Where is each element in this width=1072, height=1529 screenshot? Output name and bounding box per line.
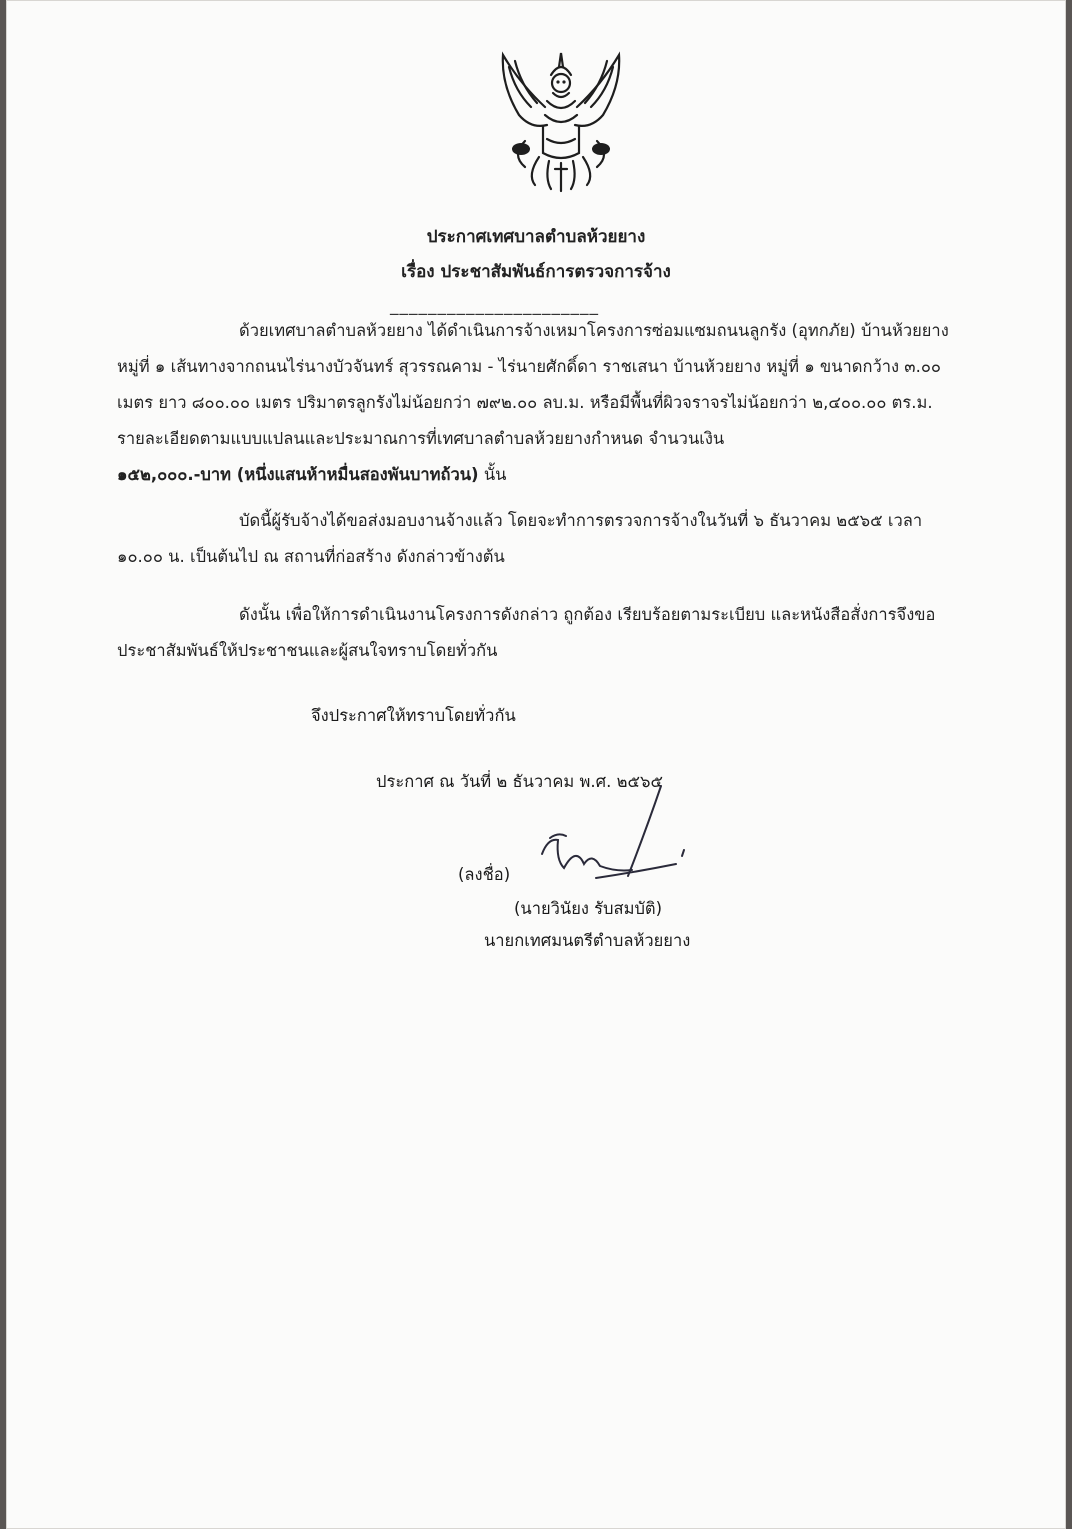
announcement-date: ประกาศ ณ วันที่ ๒ ธันวาคม พ.ศ. ๒๕๖๕ xyxy=(376,772,663,791)
project-details-tail: นั้น xyxy=(478,465,507,484)
handwritten-signature-icon xyxy=(536,780,716,900)
page-title: ประกาศเทศบาลตำบลห้วยยาง xyxy=(426,227,646,247)
header-rule: ______________________ xyxy=(390,296,599,316)
purpose-text: ดังนั้น เพื่อให้การดำเนินงานโครงการดังกล่าว ถูกต้อง เรียบร้อยตามระเบียบ และหนังสือสั่งการจึงขอประชาสัมพันธ์ให้ประชาชนและผู้สนใจทราบโดยทั่วกัน xyxy=(117,605,936,660)
paragraph-inspection-date xyxy=(117,503,951,575)
signer-title: นายกเทศมนตรีตำบลห้วยยาง xyxy=(484,931,691,950)
inspection-text: บัดนี้ผู้รับจ้างได้ขอส่งมอบงานจ้างแล้ว โดยจะทำการตรวจการจ้างในวันที่ ๖ ธันวาคม ๒๕๖๕ เวลา ๑๐.๐๐ น. เป็นต้นไป ณ สถานที่ก่อสร้าง ดังกล่าวข้างต้น xyxy=(117,511,923,566)
document-page xyxy=(6,0,1066,1529)
paragraph-project-details xyxy=(117,313,951,493)
paragraph-announcement-purpose xyxy=(117,597,951,669)
project-details-text: ด้วยเทศบาลตำบลห้วยยาง ได้ดำเนินการจ้างเหมาโครงการซ่อมแซมถนนลูกรัง (อุทกภัย) บ้านห้วยยาง หมู่ที่ ๑ เส้นทางจากถนนไร่นางบัวจันทร์ สุวรรณคาม - ไร่นายศักดิ์ดา ราชเสนา บ้านห้วยยาง หมู่ที่ ๑ ขนาดกว้าง ๓.๐๐ เมตร ยาว ๘๐๐.๐๐ เมตร ปริมาตรลูกรังไม่น้อยกว่า ๗๙๒.๐๐ ลบ.ม. หรือมีพื้นที่ผิวจราจรไม่น้อยกว่า ๒,๔๐๐.๐๐ ตร.ม. รายละเอียดตามแบบแปลนและประมาณการที่เทศบาลตำบลห้วยยางกำหนด จำนวนเงิน xyxy=(117,321,949,448)
garuda-emblem-icon xyxy=(481,45,641,195)
subject-line: เรื่อง ประชาสัมพันธ์การตรวจการจ้าง xyxy=(401,262,671,282)
closing-statement: จึงประกาศให้ทราบโดยทั่วกัน xyxy=(311,706,516,725)
contract-amount: ๑๕๒,๐๐๐.-บาท (หนึ่งแสนห้าหมื่นสองพันบาทถ้วน) xyxy=(117,465,479,484)
signer-name: (นายวินัยง รับสมบัติ) xyxy=(514,899,663,918)
signature-label: (ลงชื่อ) xyxy=(458,865,511,884)
